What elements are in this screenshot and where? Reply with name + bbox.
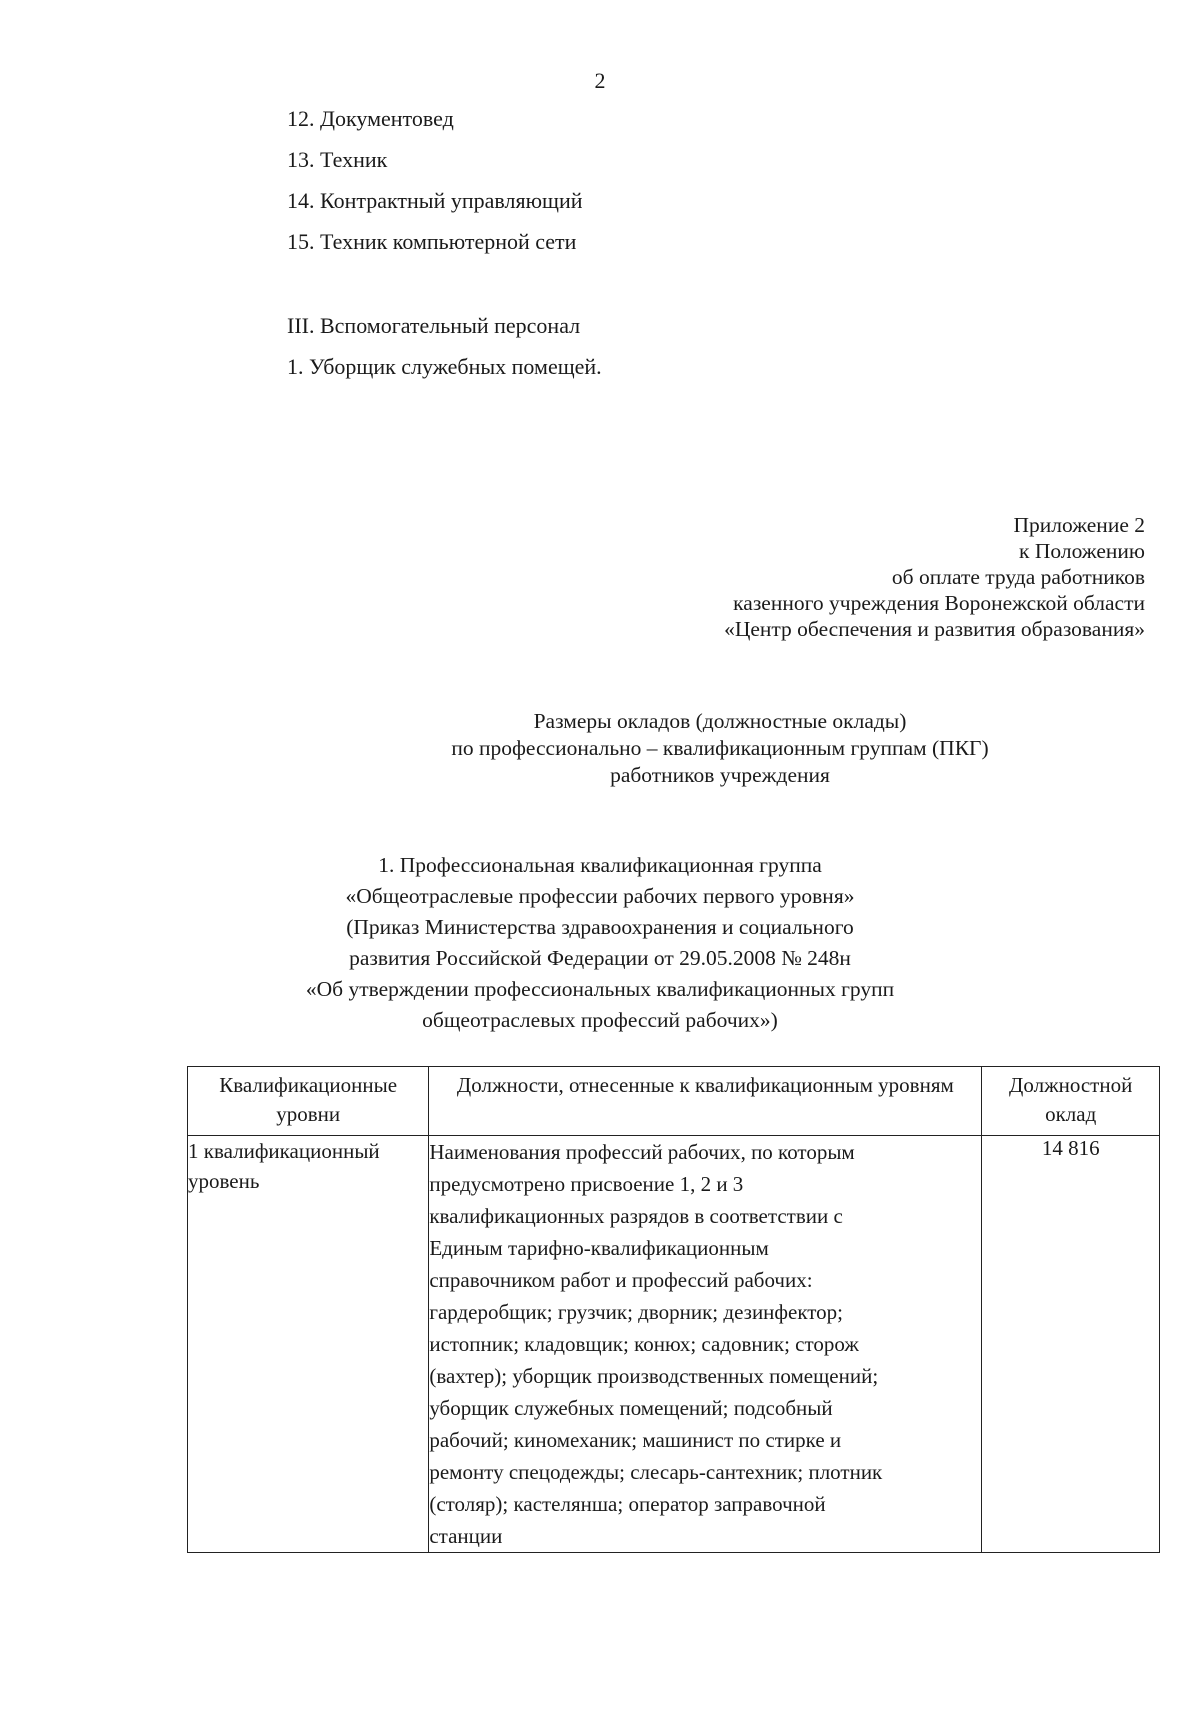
cell-level: 1 квалификационный уровень	[188, 1136, 429, 1553]
positions-line: гардеробщик; грузчик; дворник; дезинфектор;	[429, 1300, 844, 1324]
positions-line: ремонту спецодежды; слесарь-сантехник; плотник	[429, 1460, 883, 1484]
pkg-heading-line: развития Российской Федерации от 29.05.2008 № 248н	[349, 946, 851, 970]
table-row	[188, 1136, 1160, 1553]
list-item: 13. Техник	[287, 147, 388, 172]
pkg-heading	[240, 850, 960, 1036]
header-qualification-levels: Квалификационные уровни	[188, 1067, 429, 1136]
document-title	[320, 708, 1120, 789]
positions-line: рабочий; киномеханик; машинист по стирке и	[429, 1428, 842, 1452]
header-positions: Должности, отнесенные к квалификационным уровням	[429, 1067, 982, 1136]
positions-line: предусмотрено присвоение 1, 2 и 3	[429, 1172, 744, 1196]
title-line: по профессионально – квалификационным группам (ПКГ)	[451, 736, 989, 760]
list-item: 14. Контрактный управляющий	[287, 188, 583, 213]
appendix-line: об оплате труда работников	[891, 565, 1145, 589]
appendix-line: «Центр обеспечения и развития образования»	[724, 617, 1145, 641]
title-line: работников учреждения	[610, 763, 830, 787]
positions-line: станции	[429, 1524, 503, 1548]
pkg-heading-line: (Приказ Министерства здравоохранения и социального	[346, 915, 854, 939]
positions-line: квалификационных разрядов в соответствии с	[429, 1204, 843, 1228]
cell-salary: 14 816	[982, 1136, 1160, 1553]
appendix-header	[724, 512, 1145, 642]
positions-line: (столяр); кастелянша; оператор заправочной	[429, 1492, 826, 1516]
page-number: 2	[594, 68, 606, 93]
positions-line: уборщик служебных помещений; подсобный	[429, 1396, 833, 1420]
positions-line: истопник; кладовщик; конюх; садовник; сторож	[429, 1332, 859, 1356]
pkg-heading-line: общеотраслевых профессий рабочих»)	[422, 1008, 778, 1032]
positions-line: Единым тарифно-квалификационным	[429, 1236, 769, 1260]
positions-line: справочником работ и профессий рабочих:	[429, 1268, 813, 1292]
pkg-heading-line: 1. Профессиональная квалификационная группа	[378, 853, 822, 877]
appendix-line: к Положению	[1019, 539, 1145, 563]
table-header-row	[188, 1067, 1160, 1136]
pkg-heading-line: «Общеотраслевые профессии рабочих первого уровня»	[345, 884, 855, 908]
title-line: Размеры окладов (должностные оклады)	[533, 709, 907, 733]
positions-line: (вахтер); уборщик производственных помещений;	[429, 1364, 879, 1388]
pkg-heading-line: «Об утверждении профессиональных квалификационных групп	[305, 977, 895, 1001]
appendix-line: казенного учреждения Воронежской области	[733, 591, 1145, 615]
list-item: 15. Техник компьютерной сети	[287, 229, 577, 254]
list-item: 1. Уборщик служебных помещей.	[287, 354, 602, 379]
cell-positions	[429, 1136, 982, 1553]
section-heading: III. Вспомогательный персонал	[287, 313, 581, 338]
list-item: 12. Документовед	[287, 106, 454, 131]
positions-line: Наименования профессий рабочих, по которым	[429, 1140, 855, 1164]
appendix-line: Приложение 2	[1013, 513, 1145, 537]
header-salary: Должностной оклад	[982, 1067, 1160, 1136]
salary-table	[187, 1066, 1160, 1553]
